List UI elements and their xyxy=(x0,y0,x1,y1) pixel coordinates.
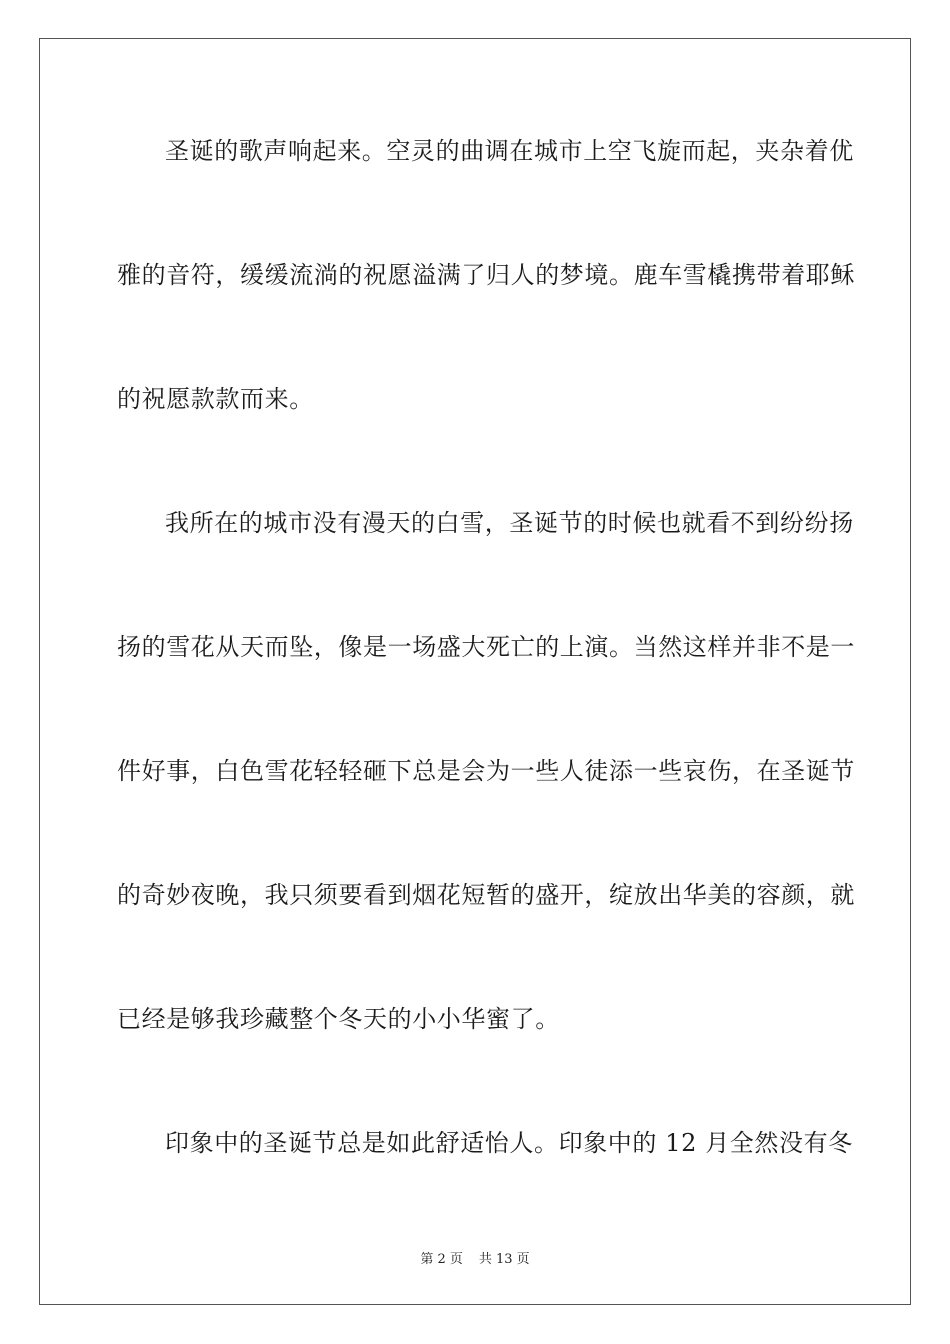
paragraph-1-line-3: 的祝愿款款而来。 xyxy=(117,385,314,413)
paragraph-2-line-4: 的奇妙夜晚，我只须要看到烟花短暂的盛开，绽放出华美的容颜，就 xyxy=(117,881,855,909)
paragraph-3-line-1: 印象中的圣诞节总是如此舒适怡人。印象中的 12 月全然没有冬 xyxy=(165,1129,853,1157)
paragraph-2-line-3: 件好事，白色雪花轻轻砸下总是会为一些人徒添一些哀伤，在圣诞节 xyxy=(117,757,855,785)
paragraph-1-line-1: 圣诞的歌声响起来。空灵的曲调在城市上空飞旋而起，夹杂着优 xyxy=(165,137,854,165)
page-border xyxy=(39,38,911,1305)
paragraph-2-line-5: 已经是够我珍藏整个冬天的小小华蜜了。 xyxy=(117,1005,560,1033)
page-footer xyxy=(0,1248,950,1267)
page-total: 共 13 页 xyxy=(478,1252,530,1267)
page-number: 第 2 页 xyxy=(420,1252,463,1267)
paragraph-1-line-2: 雅的音符，缓缓流淌的祝愿溢满了归人的梦境。鹿车雪橇携带着耶稣 xyxy=(117,261,855,289)
paragraph-2-line-2: 扬的雪花从天而坠，像是一场盛大死亡的上演。当然这样并非不是一 xyxy=(117,633,855,661)
paragraph-2-line-1: 我所在的城市没有漫天的白雪，圣诞节的时候也就看不到纷纷扬 xyxy=(165,509,854,537)
